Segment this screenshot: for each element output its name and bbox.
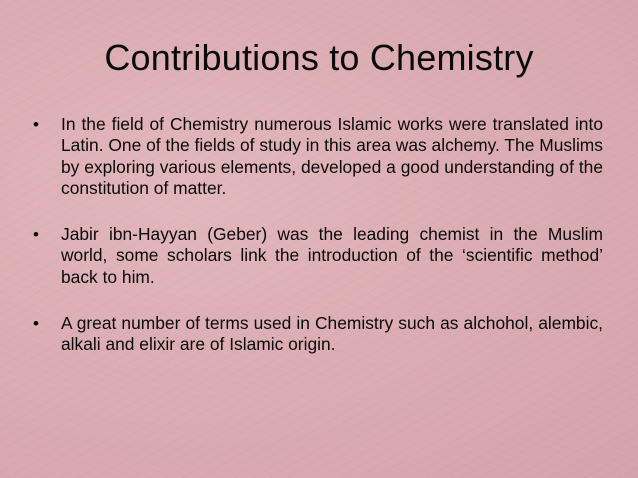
slide-title: Contributions to Chemistry <box>104 37 534 78</box>
bullet-text: Jabir ibn-Hayyan (Geber) was the leading chemist in the Muslim world, some scholars link the introduction of the ‘scientific method’ back to him. <box>61 224 603 287</box>
bullet-icon: • <box>33 314 39 334</box>
bullet-text: A great number of terms used in Chemistry such as alchohol, alembic, alkali and elixir are of Islamic origin. <box>61 313 603 355</box>
bullet-icon: • <box>33 115 39 134</box>
bullet-list <box>33 114 603 381</box>
bullet-icon: • <box>33 225 39 245</box>
bullet-item <box>33 224 603 288</box>
bullet-text: In the field of Chemistry numerous Islamic works were translated into Latin. One of the fields of study in this area was alchemy. The Muslims by exploring various elements, developed a good understanding of the constitution of matter. <box>61 114 603 198</box>
bullet-item <box>33 114 603 199</box>
bullet-item <box>33 313 603 356</box>
